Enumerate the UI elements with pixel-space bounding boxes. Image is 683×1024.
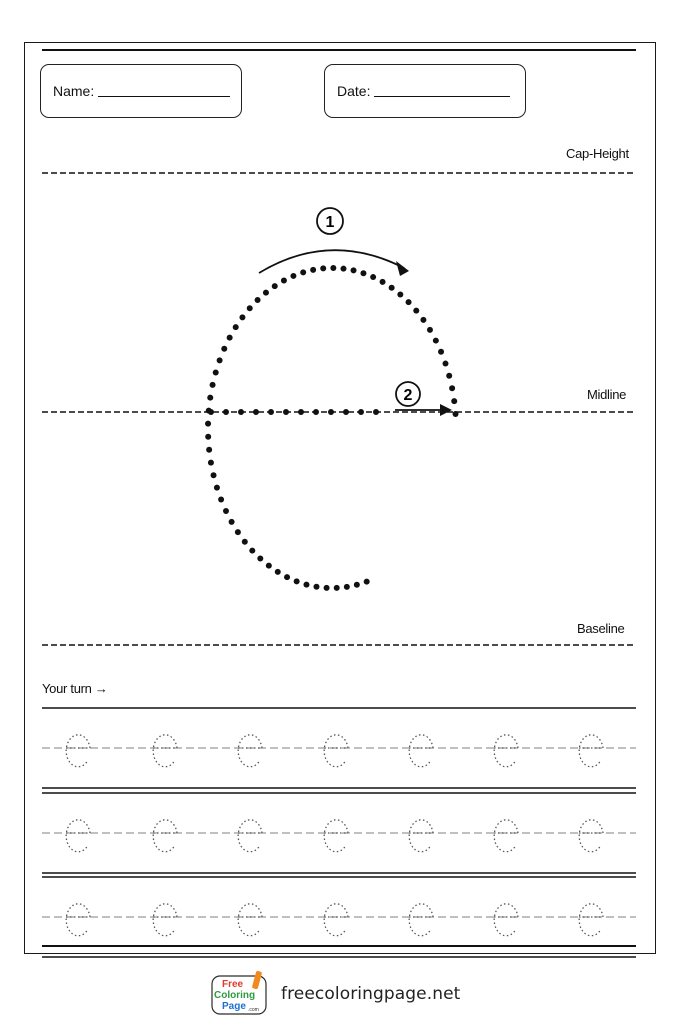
trace-dot (238, 409, 244, 415)
trace-letter-path (153, 820, 177, 852)
trace-dot (242, 539, 248, 545)
trace-dot (380, 279, 386, 285)
trace-dot (433, 338, 439, 344)
trace-letter-e (579, 735, 603, 767)
trace-letter-path (324, 820, 348, 852)
trace-letter-path (409, 904, 433, 936)
trace-dot (406, 299, 412, 305)
trace-dot (229, 519, 235, 525)
trace-dot (427, 327, 433, 333)
stroke-1-arrowhead (396, 261, 409, 276)
trace-letter-e (579, 820, 603, 852)
trace-letter-path (494, 820, 518, 852)
trace-dot (453, 411, 459, 417)
your-turn-label: Your turn → (42, 681, 108, 696)
right-arrow-icon: → (94, 681, 108, 696)
trace-letter-e (238, 820, 262, 852)
free-coloring-page-logo[interactable] (212, 971, 266, 1014)
trace-letter-path (579, 735, 603, 767)
trace-letter-e (153, 904, 177, 936)
trace-dot (413, 308, 419, 314)
trace-dot (205, 434, 211, 440)
trace-dot (344, 584, 350, 590)
trace-dot (442, 361, 448, 367)
trace-dot (283, 409, 289, 415)
trace-dot (397, 291, 403, 297)
site-link[interactable]: freecoloringpage.net (281, 984, 461, 1004)
stroke-1-number: 1 (325, 214, 335, 231)
trace-letter-path (579, 904, 603, 936)
trace-dot (310, 267, 316, 273)
trace-dot (272, 283, 278, 289)
trace-letter-e (66, 904, 90, 936)
stroke-2-arrowhead (440, 404, 452, 416)
trace-letter-path (324, 904, 348, 936)
trace-letter-path (66, 820, 90, 852)
trace-dot (298, 409, 304, 415)
trace-dot (208, 460, 214, 466)
midline-label: Midline (587, 387, 627, 402)
trace-letter-path (66, 735, 90, 767)
trace-dot (281, 278, 287, 284)
trace-letter-path (66, 904, 90, 936)
trace-dot (294, 578, 300, 584)
trace-dot (373, 409, 379, 415)
trace-dot (213, 369, 219, 375)
trace-letter-e (494, 735, 518, 767)
trace-letter-e (153, 820, 177, 852)
trace-dot (351, 267, 357, 273)
trace-dot (206, 408, 212, 414)
trace-letter-path (409, 735, 433, 767)
trace-letter-e (324, 820, 348, 852)
trace-dot (389, 285, 395, 291)
trace-letter-e (153, 735, 177, 767)
trace-dot (313, 409, 319, 415)
practice-row (42, 793, 636, 873)
trace-letter-path (494, 735, 518, 767)
baseline-label: Baseline (577, 621, 625, 636)
trace-dot (214, 485, 220, 491)
trace-dot (218, 497, 224, 503)
trace-letter-e (494, 820, 518, 852)
trace-dot (354, 582, 360, 588)
trace-dot (223, 508, 229, 514)
trace-dot (227, 335, 233, 341)
stroke-2-number: 2 (403, 387, 413, 404)
trace-dot (420, 317, 426, 323)
trace-letter-e (409, 735, 433, 767)
trace-dot (330, 265, 336, 271)
trace-dot (438, 349, 444, 355)
svg-text:Free: Free (222, 979, 244, 990)
trace-dot (257, 556, 263, 562)
trace-dot (328, 409, 334, 415)
trace-letter-path (579, 820, 603, 852)
trace-dot (205, 421, 211, 427)
trace-letter-path (153, 735, 177, 767)
trace-letter-path (238, 820, 262, 852)
trace-dot (255, 297, 261, 303)
trace-dot (268, 409, 274, 415)
trace-dot (360, 270, 366, 276)
trace-dot (343, 409, 349, 415)
trace-dot (449, 385, 455, 391)
trace-dot (221, 346, 227, 352)
trace-dot (303, 582, 309, 588)
trace-letter-path (324, 735, 348, 767)
trace-dot (206, 447, 212, 453)
trace-dot (210, 382, 216, 388)
trace-letter-path (494, 904, 518, 936)
trace-dot (290, 273, 296, 279)
trace-letter-path (409, 820, 433, 852)
date-label: Date: (337, 83, 371, 99)
trace-dot (451, 398, 457, 404)
trace-dot (223, 409, 229, 415)
trace-dot (313, 584, 319, 590)
trace-letter-e (409, 820, 433, 852)
trace-letter-e (66, 735, 90, 767)
cap-height-label: Cap-Height (566, 146, 629, 161)
trace-letter-e (494, 904, 518, 936)
svg-text:Page: Page (222, 1001, 246, 1012)
trace-dot (358, 409, 364, 415)
trace-dot (235, 529, 241, 535)
big-dotted-letter-e (205, 265, 458, 591)
trace-dot (324, 585, 330, 591)
trace-dot (239, 314, 245, 320)
trace-dot (207, 395, 213, 401)
trace-dot (233, 324, 239, 330)
trace-dot (275, 569, 281, 575)
trace-letter-e (324, 735, 348, 767)
trace-letter-path (238, 904, 262, 936)
trace-letter-e (579, 904, 603, 936)
trace-letter-e (409, 904, 433, 936)
trace-dot (253, 409, 259, 415)
trace-dot (247, 305, 253, 311)
svg-text:Coloring: Coloring (214, 990, 256, 1001)
trace-dot (320, 265, 326, 271)
trace-letter-e (238, 904, 262, 936)
practice-row (42, 708, 636, 788)
trace-dot (217, 357, 223, 363)
trace-dot (211, 472, 217, 478)
trace-dot (364, 579, 370, 585)
trace-letter-e (324, 904, 348, 936)
trace-letter-e (66, 820, 90, 852)
trace-dot (266, 563, 272, 569)
trace-dot (249, 548, 255, 554)
trace-dot (263, 290, 269, 296)
practice-area (42, 708, 636, 957)
name-label: Name: (53, 83, 95, 99)
trace-dot (446, 373, 452, 379)
trace-dot (300, 269, 306, 275)
trace-dot (340, 266, 346, 272)
trace-dot (284, 574, 290, 580)
trace-letter-path (153, 904, 177, 936)
svg-text:.com: .com (248, 1007, 259, 1013)
trace-dot (334, 585, 340, 591)
trace-letter-path (238, 735, 262, 767)
trace-dot (370, 274, 376, 280)
trace-letter-e (238, 735, 262, 767)
